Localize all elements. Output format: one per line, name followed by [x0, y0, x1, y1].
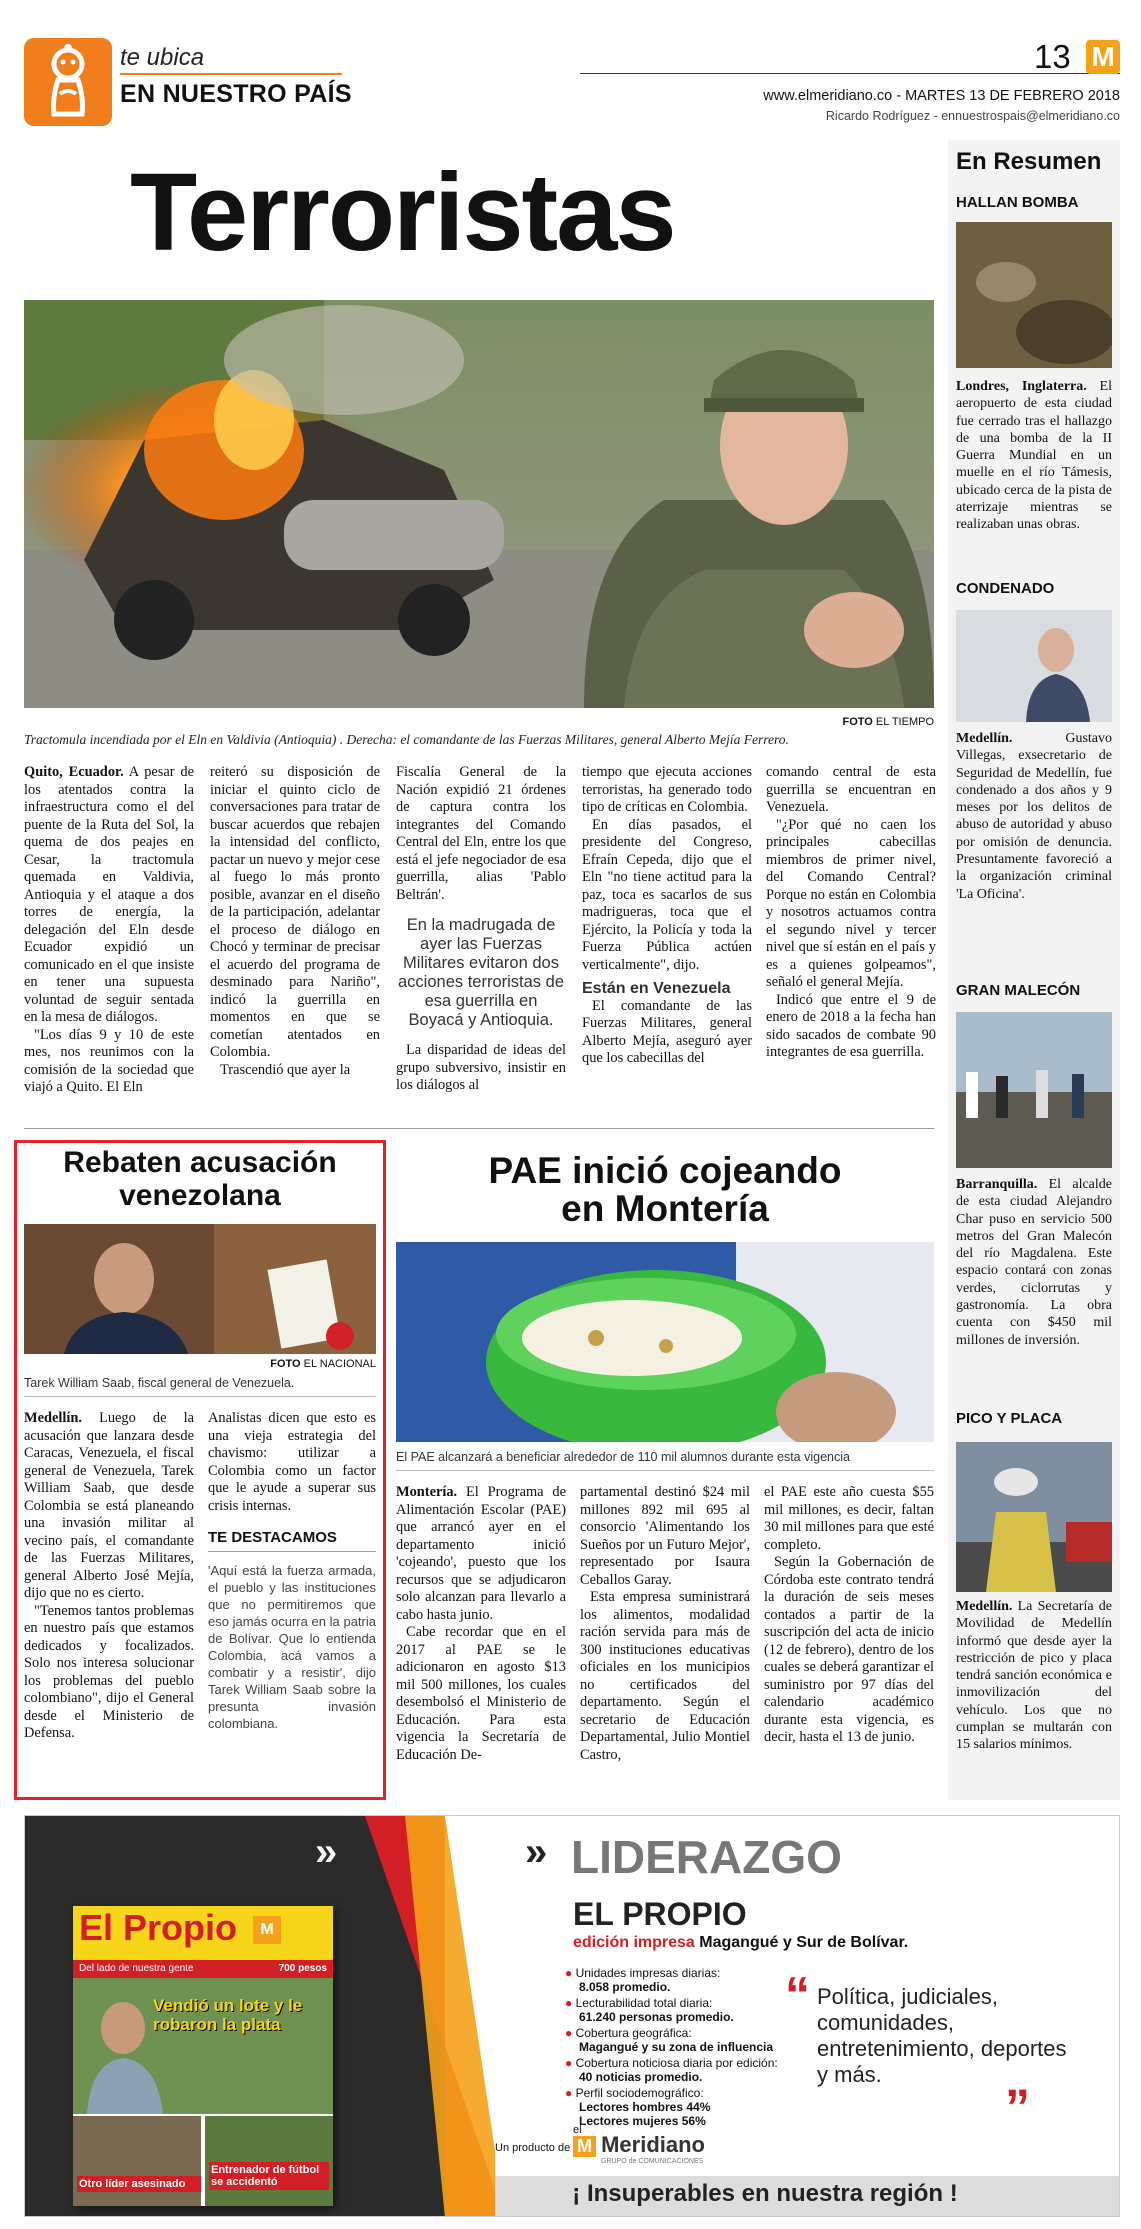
photo-credit-source: EL NACIONAL	[303, 1358, 376, 1370]
brief-body: La Secretaría de Movilidad de Medellín informó que desde ayer la restricción de pico y placa tendrá sanción económica e inmovilización del vehículo. Los que no cumplan se multarán con 15 salarios mínimos.	[956, 1599, 1112, 1753]
cover-story-2-photo	[205, 2116, 333, 2206]
lead-photo	[24, 300, 934, 708]
dateline: Quito, Ecuador.	[24, 764, 124, 780]
malecon-photo	[956, 1012, 1112, 1168]
bullet-icon: ●	[565, 2026, 576, 2040]
caption-rule	[396, 1470, 934, 1471]
box-column-1	[24, 1410, 194, 1743]
author-email[interactable]: Ricardo Rodríguez - ennuestrospais@elmeridiano.co	[825, 109, 1120, 123]
bullet-icon: ●	[565, 1966, 576, 1980]
section-logo	[24, 38, 112, 126]
paragraph: La disparidad de ideas del grupo subversivo, insistir en los diálogos al	[396, 1042, 566, 1093]
cover-story-1-photo	[73, 2116, 201, 2206]
paragraph: El comandante de las Fuerzas Militares, general Alberto Mejía, aseguró ayer que los cabecillas del	[582, 997, 752, 1066]
meridiano-brand-logo	[573, 2124, 705, 2165]
brief-text	[956, 378, 1112, 534]
pae-headline-line-1: PAE inició cojeando	[488, 1150, 842, 1191]
ad-chevron-icon: »	[315, 1830, 338, 1874]
bullet-icon: ●	[565, 2056, 576, 2070]
box-column-2	[208, 1410, 376, 1732]
ad-brand: EL PROPIO	[573, 1896, 747, 1932]
highlight-quote: 'Aquí está la fuerza armada, el pueblo y las instituciones que no permitiremos que eso jamás ocurra en la patria de Bolívar. Que lo entienda Colombia, acá vamos a combatir y a resistir', dijo Tarek William Saab sobre la presunta invasión colombiana.	[208, 1562, 376, 1731]
section-divider	[120, 73, 342, 75]
ad-stat-value: 40 noticias promedio.	[579, 2070, 703, 2084]
bullet-icon: ●	[565, 2086, 576, 2100]
section-title: EN NUESTRO PAÍS	[120, 80, 352, 108]
paragraph: "Los días 9 y 10 de este mes, nos reunimos con la comisión de la sociedad que viajó a Quito. El Eln	[24, 1026, 194, 1095]
paragraph: Indicó que entre el 9 de enero de 2018 a la fecha han sido sacados de combate 90 integrantes de esa guerrilla.	[766, 991, 936, 1060]
bomb-photo	[956, 222, 1112, 368]
paragraph: En días pasados, el presidente del Congreso, Efraín Cepeda, dijo que el Eln "no tiene actitud para la paz, toca es sacarlos de sus madrigueras, toca que el Ejército, la Policía y toda la Fuerza Pública actúen verticalmente", dijo.	[582, 816, 752, 973]
ad-stat-label: Perfil sociodemográfico:	[575, 2086, 704, 2100]
website-date[interactable]: www.elmeridiano.co - MARTES 13 DE FEBRERO 2018	[763, 88, 1120, 104]
lead-column-4	[582, 764, 752, 1068]
pae-column-2	[580, 1484, 750, 1764]
brief-text	[956, 730, 1112, 903]
lead-column-3	[396, 764, 566, 1095]
crowd-image	[956, 1012, 1112, 1168]
advertisement[interactable]	[24, 1815, 1120, 2217]
ad-tagline: ¡ Insuperables en nuestra región !	[572, 2180, 958, 2207]
brief-head: CONDENADO	[956, 580, 1055, 597]
paragraph: El Programa de Alimentación Escolar (PAE) que arrancó ayer en el departamento inició 'cojeando', puesto que los recursos que se adjudicaron solo alcanzan para llevarlo a cabo hasta junio.	[396, 1484, 566, 1623]
pae-headline	[396, 1152, 934, 1228]
paragraph: "Tenemos tantos problemas en nuestro país que estamos dedicados y focalizados. Solo nos interesa solucionar los problemas del pueblo colombiano", dijo el General desde el Ministerio de Defensa.	[24, 1602, 194, 1741]
ad-stat	[565, 2086, 845, 2114]
paragraph: Trascendió que ayer la	[220, 1061, 351, 1078]
pae-column-3	[764, 1484, 934, 1747]
cover-m-icon: M	[253, 1916, 281, 1944]
ad-stat	[565, 2026, 845, 2054]
traffic-officer-image	[956, 1442, 1112, 1592]
man-portrait-image	[956, 610, 1112, 722]
newspaper-cover	[73, 1906, 333, 2206]
paragraph: Según la Gobernación de Córdoba este contrato tendrá la duración de seis meses contados a partir de la suscripción del acta de inicio (12 de febrero), dentro de los cuales se deberá garantizar el suministro por 97 días del calendario académico durante esta vigencia, es decir, hasta el 13 de junio.	[764, 1554, 934, 1745]
pae-caption: El PAE alcanzará a beneficiar alrededor de 110 mil alumnos durante esta vigencia	[396, 1450, 850, 1464]
brief-place: Medellín.	[956, 731, 1013, 746]
box-headline: Rebaten acusación venezolana	[63, 1146, 337, 1212]
burning-truck-and-general-image	[24, 300, 934, 708]
cover-story-1: Otro líder asesinado	[77, 2176, 201, 2192]
paragraph: Luego de la acusación que lanzara desde Caracas, Venezuela, el fiscal general de Venezuela, Tarek William Saab, que desde Colombia se está planeando una invasión militar al vecino país, el comandante de las Fuerzas Militares, general Alberto José Mejía, dijo que no es cierto.	[24, 1410, 194, 1601]
dateline: Medellín.	[24, 1410, 82, 1426]
ad-stat	[565, 2056, 845, 2084]
ad-stat-value: 61.240 personas promedio.	[579, 2010, 734, 2024]
paragraph: comando central de esta guerrilla se encuentran en Venezuela.	[766, 764, 936, 815]
brief-head: PICO Y PLACA	[956, 1410, 1063, 1427]
lead-column-1	[24, 764, 194, 1097]
pin-figure-icon	[24, 38, 112, 126]
bomb-image	[956, 222, 1112, 368]
section-divider	[24, 1128, 934, 1129]
dateline: Montería.	[396, 1484, 458, 1500]
pae-column-1	[396, 1484, 566, 1764]
ad-headline: LIDERAZGO	[571, 1831, 842, 1883]
traffic-photo	[956, 1442, 1112, 1592]
brief-body: Gustavo Villegas, exsecretario de Seguridad de Medellín, fue condenado a dos años y 9 meses por los delitos de abuso de autoridad y abuso por omisión de denuncia. Presuntamente favoreció a la organización criminal 'La Oficina'.	[956, 731, 1112, 902]
photo-credit-label: FOTO	[842, 716, 873, 728]
paragraph: el PAE este año cuesta $55 mil millones, es decir, faltan 30 mil millones para que esté completo.	[764, 1484, 934, 1553]
saab-portrait-image	[24, 1224, 376, 1354]
page-number: 13	[1034, 38, 1071, 75]
ad-stat-value: 8.058 promedio.	[579, 1980, 671, 1994]
photo-caption: Tractomula incendiada por el Eln en Valdivia (Antioquia) . Derecha: el comandante de las Fuerzas Militares, general Alberto Mejía Ferrero.	[24, 732, 789, 747]
brief-body: El alcalde de esta ciudad Alejandro Char puso en servicio 500 metros del Gran Malecón del río Magdalena. Este espacio contará con zonas verdes, ciclorrutas y gastronomía. La obra cuenta con $450 mil millones de inversión.	[956, 1177, 1112, 1348]
pae-headline-line-2: en Montería	[561, 1188, 769, 1229]
sidebar-title: En Resumen	[956, 148, 1102, 175]
paragraph: Esta empresa suministrará los alimentos, modalidad ración servida para más de 300 instituciones educativas oficiales en los municipios no certificados del departamento. Según el secretario de Educación Departamental, Julio Montiel Castro,	[580, 1589, 750, 1763]
quote-open-icon: “	[785, 1967, 810, 2023]
pull-quote: En la madrugada de ayer las Fuerzas Militares evitaron dos acciones terroristas de esa guerrilla en Boyacá y Antioquia.	[398, 916, 564, 1029]
ad-stat-value: Magangué y su zona de influencia	[579, 2040, 774, 2054]
ad-edition-region: Magangué y Sur de Bolívar.	[699, 1934, 909, 1951]
ad-edition	[573, 1934, 908, 1952]
photo-credit-source: EL TIEMPO	[875, 716, 934, 728]
cover-headline: Vendió un lote y le robaron la plata	[153, 1996, 303, 2034]
ad-producer-label: Un producto de	[495, 2142, 571, 2154]
ad-chevron-icon-2: »	[525, 1830, 548, 1874]
ad-stat	[565, 2114, 845, 2128]
cover-subtitle: Del lado de nuestra gente	[79, 1963, 194, 1974]
paragraph: tiempo que ejecuta acciones terroristas, ha generado todo tipo de críticas en Colombia.	[582, 764, 752, 815]
quote-close-icon: ”	[1005, 2079, 1030, 2135]
brief-place: Medellín.	[956, 1599, 1013, 1614]
saab-photo	[24, 1224, 376, 1354]
brief-head: HALLAN BOMBA	[956, 194, 1079, 211]
bullet-icon: ●	[565, 1996, 576, 2010]
lead-column-5	[766, 764, 936, 1062]
brief-place: Barranquilla.	[956, 1177, 1038, 1192]
paragraph: "¿Por qué no caen los principales cabecillas miembros de primer nivel, del Comando Central? Porque no están en Colombia y nosotros actuamos contra el segundo nivel y tercer nivel que sí están en el país y es a quienes golpeamos", señaló el general Mejía.	[766, 816, 936, 990]
box-caption: Tarek William Saab, fiscal general de Venezuela.	[24, 1376, 295, 1390]
ad-producer-el: el	[573, 2124, 582, 2136]
cover-strip	[73, 1960, 333, 1978]
paragraph: A pesar de los atentados contra la infraestructura como el del puente de la Ruta del Sol, la quema de dos peajes en Cesar, la tractomula quemada en Valdivia, Antioquia y el ataque a dos torres de energía, la delegación del Eln desde Ecuador expidió un comunicado en el que insiste en tener una supuesta voluntad de seguir sentada en la mesa de diálogos.	[24, 764, 194, 1025]
food-bowl-image	[396, 1242, 934, 1442]
photo-credit	[700, 716, 934, 728]
ad-stat-label: Cobertura noticiosa diaria por edición:	[575, 2056, 778, 2070]
cover-story-2: Entrenador de fútbol se accidentó	[209, 2162, 329, 2190]
box-photo-credit	[24, 1358, 376, 1370]
brief-text	[956, 1598, 1112, 1754]
paragraph: Cabe recordar que en el 2017 al PAE se le adicionaron en agosto $13 mil 500 millones, los cuales desembolsó el Ministerio de Educación. Para esta vigencia la Secretaría de Educación De-	[396, 1624, 566, 1763]
section-tag: te ubica	[120, 44, 205, 71]
meridiano-logo: M	[1086, 40, 1120, 74]
lead-column-2	[210, 764, 380, 1079]
subheading: Están en Venezuela	[582, 980, 731, 997]
highlight-title: TE DESTACAMOS	[208, 1529, 376, 1552]
photo-credit-label: FOTO	[270, 1358, 301, 1370]
ad-producer-sub: GRUPO de COMUNICACIONES	[601, 2158, 704, 2165]
brief-head: GRAN MALECÓN	[956, 982, 1081, 999]
ad-quote: Política, judiciales, comunidades, entretenimiento, deportes y más.	[817, 1984, 1067, 2087]
ad-edition-label: edición impresa	[573, 1934, 695, 1951]
ad-stat-value: Lectores mujeres 56%	[579, 2114, 706, 2128]
meridiano-m-icon: M	[573, 2136, 596, 2157]
ad-stat-label: Unidades impresas diarias:	[575, 1966, 721, 1980]
cover-price: 700 pesos	[278, 1963, 327, 1974]
brief-body: El aeropuerto de esta ciudad fue cerrado tras el hallazgo de una bomba de la II Guerra Mundial en un muelle en el río Támesis, ubicado cerca de la pista de aterrizaje mientras se realizaban unas obras.	[956, 379, 1112, 533]
pae-photo	[396, 1242, 934, 1442]
villegas-photo	[956, 610, 1112, 722]
paragraph: Fiscalía General de la Nación expidió 21 órdenes de captura contra los integrantes del Comando Central del Eln, entre los que está el jefe negociador de esa guerrilla, alias 'Pablo Beltrán'.	[396, 764, 566, 903]
ad-stat-value: Lectores hombres 44%	[579, 2100, 711, 2114]
main-headline: Terroristas	[130, 151, 675, 274]
ad-stat-label: Lecturabilidad total diaria:	[575, 1996, 713, 2010]
caption-rule	[24, 1396, 376, 1397]
paragraph: Analistas dicen que esto es una vieja estrategia del chavismo: utilizar a Colombia como un factor que le ayude a superar sus crisis internas.	[208, 1410, 376, 1514]
paragraph: reiteró su disposición de iniciar el quinto ciclo de conversaciones para tratar de buscar acuerdos que rebajen la intensidad del conflicto, pactar un nuevo y mejor cese al fuego lo más pronto posible, avanzar en el diseño de la participación, adelantar el proceso de diálogo en Chocó y terminar de precisar el acuerdo del programa de desminado para Nariño", indicó la guerrilla en momentos en que se cometían atentados en Colombia.	[210, 764, 380, 1060]
cover-title: El Propio	[79, 1907, 238, 1948]
ad-stat-label: Cobertura geográfica:	[575, 2026, 692, 2040]
paragraph: partamental destinó $24 mil millones 892 mil 695 al consorcio 'Alimentando los Sueños por un Futuro Mejor', representado por Isaura Ceballos Garay.	[580, 1484, 750, 1588]
ad-producer-name: Meridiano	[601, 2132, 705, 2157]
brief-place: Londres, Inglaterra.	[956, 379, 1087, 394]
brief-text	[956, 1176, 1112, 1349]
